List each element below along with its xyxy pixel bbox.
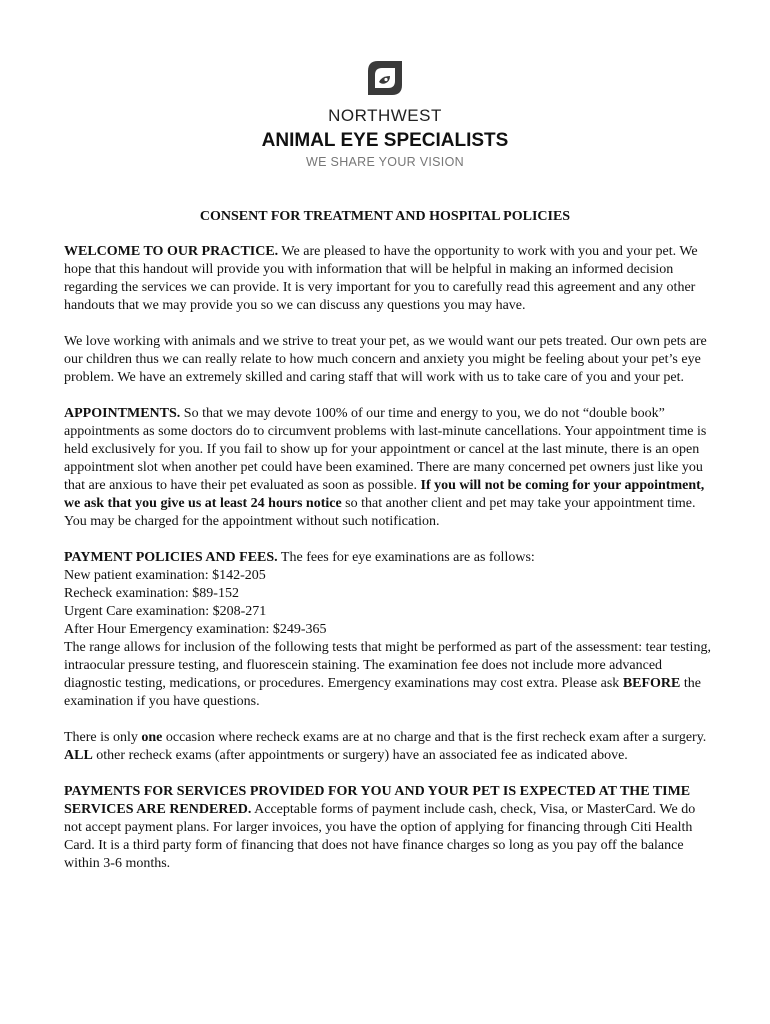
payments-services-heading: PAYMENTS FOR SERVICES PROVIDED FOR YOU AND YOUR PET IS EXPECTED AT THE TIME SERVICES ARE RENDERED. [64,784,691,817]
welcome-heading: WELCOME TO OUR PRACTICE. [64,244,279,259]
brand-name-line1: NORTHWEST [328,106,442,125]
fee-line: Recheck examination: $89-152 [64,586,239,601]
appointments-notice: If you will not be coming for your appointment, we ask that you give us at least 24 hours notice [64,478,705,511]
recheck-text-1: There is only [64,730,142,745]
fee-line: New patient examination: $142-205 [64,568,266,583]
love-paragraph: We love working with animals and we strive to treat your pet, as we would want our pets treated. Our own pets are our children thus we can really relate to how much concern and anxiety you might be feeling about your pet’s eye problem. We have an extremely skilled and caring staff that will work with us to take care of you and your pet. [64,334,707,385]
recheck-text-3: other recheck exams (after appointments or surgery) have an associated fee as indicated above. [92,748,628,763]
payment-policies-intro: The fees for eye examinations are as follows: [277,550,535,565]
appointments-heading: APPOINTMENTS. [64,406,181,421]
welcome-paragraph [64,243,714,315]
payment-policies-text-1: The range allows for inclusion of the following tests that might be performed as part of the assessment: tear testing, intraocular pressure testing, and fluorescein staining. The examination fee does not include more advanced diagnostic testing, medications, or procedures. Emergency examinations may cost extra. Please ask [64,640,711,691]
brand-tagline: WE SHARE YOUR VISION [306,155,464,169]
payment-policies-before: BEFORE [622,676,681,691]
payments-services-paragraph [64,783,714,873]
document-body [64,243,714,891]
payment-policies-paragraph [64,549,714,711]
recheck-all: ALL [64,748,93,763]
appointments-text-2: so that another client and pet may take your appointment time. You may be charged for the appointment without such notification. [64,496,696,529]
fee-line: Urgent Care examination: $208-271 [64,604,267,619]
document-title: CONSENT FOR TREATMENT AND HOSPITAL POLICIES [199,209,571,224]
fee-line: After Hour Emergency examination: $249-365 [64,622,327,637]
recheck-text-2: occasion where recheck exams are at no charge and that is the first recheck exam after a surgery. [162,730,707,745]
appointments-text-1: So that we may devote 100% of our time and energy to you, we do not “double book” appointments as some doctors do to circumvent problems with last-minute cancellations. Your appointment time is held exclusively for you. If you fail to show up for your appointment or cancel at the last minute, there is an open appointment slot when another pet could have been examined. There are many concerned pet owners just like you that are anxious to have their pet evaluated as soon as possible. [64,406,707,493]
brand-name-line2: ANIMAL EYE SPECIALISTS [261,130,509,151]
appointments-paragraph [64,405,714,531]
payment-policies-text-2: the examination if you have questions. [64,676,701,709]
recheck-paragraph [64,729,714,765]
payments-services-text: Acceptable forms of payment include cash, check, Visa, or MasterCard. We do not accept payment plans. For larger invoices, you have the option of applying for financing through Citi Health Card. It is a third party form of financing that does not have finance charges so long as you pay off the balance within 3-6 months. [64,802,696,871]
logo [0,55,770,106]
recheck-one: one [141,730,163,745]
eye-leaf-logo-icon [362,55,408,101]
welcome-text: We are pleased to have the opportunity to work with you and your pet. We hope that this handout will provide you with information that will be helpful in making an informed decision regarding the services we can provide. It is very important for you to carefully read this agreement and any other handouts that we may provide you so we can discuss any questions you may have. [64,244,698,313]
payment-policies-heading: PAYMENT POLICIES AND FEES. [64,550,278,565]
